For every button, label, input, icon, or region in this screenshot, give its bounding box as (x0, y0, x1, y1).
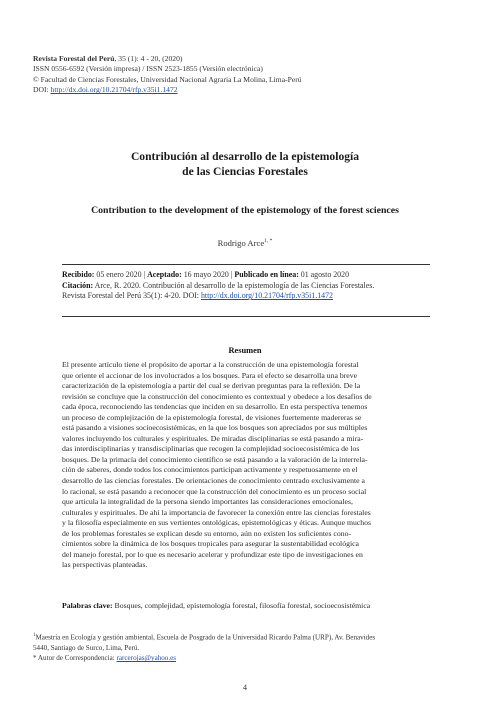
abstract-line: bosques. De la primacía del conocimiento científico se está pasando a la valoración de la interrela- (62, 454, 368, 464)
abstract-line: das interdisciplinarias y transdisciplinarias que recogen la complejidad socioecosistémica de los (62, 444, 360, 454)
copyright-line: © Facultad de Ciencias Forestales, Universidad Nacional Agraria La Molina, Lima-Perú (33, 74, 302, 84)
abstract-line: revisión se concluye que la construcción del conocimiento es contextual y obedece a los desafíos de (62, 391, 372, 401)
page-number: 4 (243, 683, 247, 692)
abstract-heading: Resumen (228, 346, 262, 355)
journal-header (33, 54, 302, 96)
publication-dates (62, 270, 430, 302)
title-spanish-line2: de las Ciencias Forestales (182, 164, 308, 178)
received-value: 05 enero 2020 | (94, 270, 148, 279)
abstract-line: valores incluyendo los culturales y espirituales. De miradas disciplinarias se está pasando a mira- (62, 433, 364, 443)
top-divider (62, 264, 430, 265)
doi-label: DOI: (33, 85, 51, 95)
abstract-body (62, 360, 430, 571)
abstract-line: caracterización de la epistemología a partir del cual se derivan preguntas para la reflexión. De la (62, 381, 361, 391)
issn-line: ISSN 0556-6592 (Versión impresa) / ISSN 2523-1855 (Versión electrónica) (33, 64, 263, 74)
abstract-line: que oriente el accionar de los involucrados a los bosques. Para el efecto se desarrolla una breve (62, 370, 358, 380)
correspondence-email-link[interactable]: rarcerojas@yahoo.es (116, 654, 177, 663)
doi-link[interactable]: http://dx.doi.org/10.21704/rfp.v35i1.1472 (50, 85, 178, 95)
journal-citation-line (33, 54, 302, 64)
dates-line (62, 270, 430, 281)
citation-line-1 (62, 281, 430, 292)
abstract-line: ción de saberes, donde todos los conocimientos participan activamente y respetuosamente en el (62, 465, 358, 475)
abstract-line: de los problemas forestales se explican desde su entorno, aún no existen los suficientes cono- (62, 528, 352, 538)
footnote-affiliation-2: 5440, Santiago de Surco, Lima, Perú. (33, 643, 140, 652)
doi-line (33, 85, 302, 95)
journal-volume: , 35 (1): 4 - 20, (2020) (114, 54, 183, 63)
keywords-label: Palabras clave: (62, 601, 113, 610)
keywords (62, 601, 430, 610)
author-name: Rodrigo Arce (217, 238, 265, 248)
citation-line-2 (62, 291, 430, 302)
journal-name: Revista Forestal del Perú (33, 54, 115, 63)
footnote-affiliation-1 (33, 631, 457, 643)
bottom-divider (62, 316, 430, 317)
citation-doi-link[interactable]: http://dx.doi.org/10.21704/rfp.v35i1.1472 (200, 291, 333, 301)
title-english: Contribution to the development of the epistemology of the forest sciences (91, 205, 399, 216)
received-label: Recibido: (62, 270, 95, 279)
abstract-line: El presente artículo tiene el propósito de aportar a la construcción de una epistemología forestal (62, 360, 359, 369)
abstract-line: las perspectivas planteadas. (62, 560, 148, 570)
citation-label: Citación: (62, 280, 94, 290)
footnote-correspondence (33, 653, 457, 663)
keywords-value: Bosques, complejidad, epistemología forestal, filosofía forestal, socioecosistémica (112, 601, 371, 610)
abstract-line: cimientos sobre la dinámica de los bosques tropicales para asegurar la sustentabilidad ecológica (62, 539, 359, 549)
title-spanish (0, 150, 490, 179)
abstract-line: desarrollo de las ciencias forestales. De orientaciones de conocimiento centrado exclusivamente a (62, 476, 365, 486)
correspondence-label: * Autor de Correspondencia: (33, 654, 117, 663)
footnote-mark: 1 (33, 633, 36, 638)
published-value: 01 agosto 2020 (298, 270, 350, 279)
footnote-affiliation-text-1: Maestría en Ecología y gestión ambiental, Escuela de Posgrado de la Universidad Ricardo Palma (URP), Av. Benavides (35, 633, 376, 642)
abstract-line: que articula la integralidad de la persona siendo importantes las consideraciones emocionales, (62, 497, 353, 507)
abstract-line: y la filosofía especialmente en sus vertientes ontológicas, epistemológicas y éticas. Aunque muchos (62, 518, 372, 528)
abstract-line: cada época, reconociendo las tendencias que inciden en su desarrollo. En esta perspectiva tenemos (62, 402, 368, 412)
title-spanish-line1: Contribución al desarrollo de la epistemología (130, 150, 360, 163)
footnotes (33, 631, 457, 664)
citation-text-1: Arce, R. 2020. Contribución al desarrollo de la epistemología de las Ciencias Forestales. (93, 280, 375, 290)
abstract-line: un proceso de complejización de la epistemología forestal, de visiones fuertemente madereras se (62, 412, 362, 422)
abstract-line: del manejo forestal, por lo que es necesario acelerar y profundizar este tipo de investigaciones en (62, 549, 363, 559)
accepted-value: 16 mayo 2020 | (181, 270, 235, 279)
abstract-line: está pasando a visiones socioecosistémicas, en la que los bosques son apreciados por sus múltiples (62, 423, 368, 433)
author-marks: 1, * (264, 238, 273, 245)
published-label: Publicado en línea: (234, 270, 299, 279)
accepted-label: Aceptado: (147, 270, 182, 279)
author-line (0, 238, 490, 248)
citation-text-2: Revista Forestal del Perú 35(1): 4-20. DOI: (62, 291, 201, 301)
abstract-line: lo racional, se está pasando a reconocer que la construcción del conocimiento es un proceso social (62, 486, 367, 496)
abstract-line: culturales y espirituales. De ahí la importancia de favorecer la conexión entre las ciencias forestales (62, 507, 371, 517)
